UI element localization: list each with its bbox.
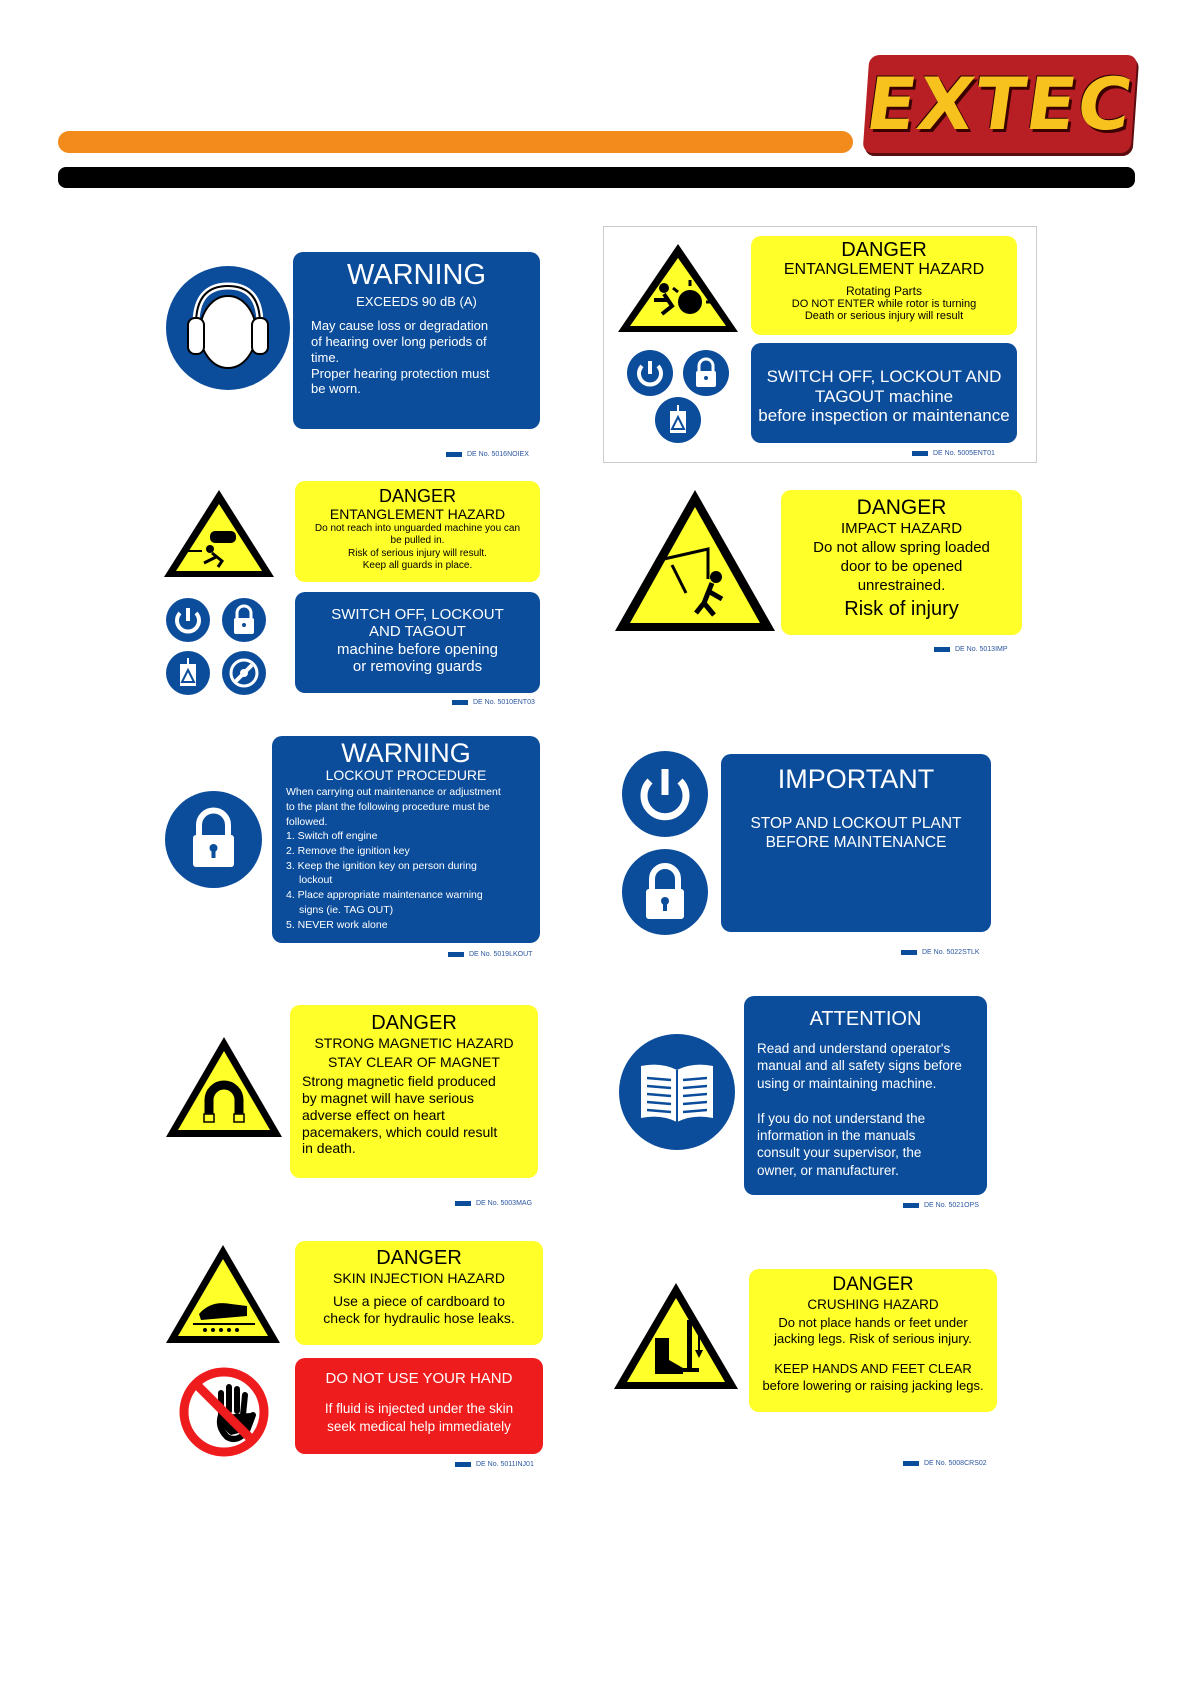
doc-number: DE No. 5010ENT03: [452, 699, 535, 706]
doc-number: DE No. 5003MAG: [455, 1200, 532, 1207]
sign-title: DANGER: [841, 239, 927, 261]
doc-number: DE No. 5016NOIEX: [446, 451, 529, 458]
no-hand-icon: [176, 1364, 272, 1460]
sign-subtitle: LOCKOUT PROCEDURE: [325, 767, 487, 784]
doc-number: DE No. 5021OPS: [903, 1202, 979, 1209]
danger-panel: DANGER ENTANGLEMENT HAZARD Rotating Parts DO NOT ENTER while rotor is turning Death or serious injury will result: [751, 236, 1017, 335]
sign-title: WARNING: [346, 259, 487, 291]
crushing-warning-icon: [611, 1280, 741, 1392]
padlock-icon: [683, 350, 729, 396]
padlock-icon: [622, 849, 708, 935]
doc-number: DE No. 5008CRS02: [903, 1460, 987, 1467]
doc-number: DE No. 5019LKOUT: [448, 951, 532, 958]
sign-title: DANGER: [856, 496, 947, 519]
danger-panel: DANGER STRONG MAGNETIC HAZARD STAY CLEAR OF MAGNET Strong magnetic field produced by magnet will have serious adverse effect on heart pacemakers, which could result in death.: [290, 1005, 538, 1178]
sign-body: Read and understand operator's manual and all safety signs before using or maintaining machine.: [757, 1041, 962, 1091]
sign-subtitle: ENTANGLEMENT HAZARD: [783, 261, 985, 278]
doc-number: DE No. 5022STLK: [901, 949, 980, 956]
doc-number: DE No. 5011INJ01: [455, 1461, 534, 1468]
action-panel: SWITCH OFF, LOCKOUT AND TAGOUT machine before opening or removing guards: [295, 592, 540, 693]
action-panel: SWITCH OFF, LOCKOUT AND TAGOUT machine before inspection or maintenance: [751, 343, 1017, 443]
procedure-text: When carrying out maintenance or adjustment to the plant the following procedure must be followed. 1. Switch off engine 2. Remove the ignition key 3. Keep the ignition key on person during lockout 4. Place appropriate maintenance warning signs (ie. TAG OUT) 5. NEVER work alone: [286, 786, 501, 931]
danger-panel: DANGER SKIN INJECTION HAZARD Use a piece of cardboard to check for hydraulic hose leaks.: [295, 1241, 543, 1345]
hearing-panel: [293, 252, 540, 429]
sign-body-2: If you do not understand the information in the manuals consult your supervisor, the owner, or manufacturer.: [757, 1110, 926, 1178]
rotating-parts-warning-icon: [614, 240, 742, 336]
power-off-icon: [166, 598, 210, 642]
sign-title: DANGER: [378, 486, 456, 506]
manual-book-icon: [619, 1034, 735, 1150]
guard-icon: [222, 651, 266, 695]
sign-title: IMPORTANT: [777, 764, 935, 794]
sign-subtitle: EXCEEDS 90 dB (A): [356, 294, 477, 310]
sign-title: DANGER: [376, 1247, 462, 1269]
sign-subtitle: CRUSHING HAZARD: [807, 1296, 939, 1312]
padlock-icon: [165, 791, 262, 888]
sign-body: May cause loss or degradation of hearing over long periods of time. Proper hearing protection must be worn.: [311, 318, 490, 397]
ear-protection-icon: [166, 266, 290, 390]
lockout-panel: [272, 736, 540, 943]
tag-icon: [655, 397, 701, 443]
doc-number: DE No. 5013IMP: [934, 646, 1008, 653]
danger-panel: DANGER IMPACT HAZARD Do not allow spring loaded door to be opened unrestrained. Risk of injury: [781, 490, 1022, 635]
sign-title: ATTENTION: [809, 1008, 922, 1030]
danger-panel: DANGER ENTANGLEMENT HAZARD Do not reach into unguarded machine you can be pulled in. Risk of serious injury will result. Keep all guards in place.: [295, 481, 540, 582]
extec-logo: [863, 55, 1138, 153]
sign-title: DANGER: [832, 1274, 914, 1295]
entanglement-warning-icon: [160, 487, 278, 581]
header-orange-bar: [58, 131, 853, 153]
impact-warning-icon: [612, 487, 778, 635]
magnet-warning-icon: [163, 1034, 285, 1140]
power-off-icon: [622, 751, 708, 837]
sign-body: Strong magnetic field produced by magnet will have serious adverse effect on heart pacemakers, which could result in death.: [302, 1073, 498, 1157]
sign-subtitle: STRONG MAGNETIC HAZARD: [314, 1035, 514, 1051]
sign-title: DANGER: [371, 1012, 457, 1034]
attention-panel: [744, 996, 987, 1195]
doc-number: DE No. 5005ENT01: [912, 450, 995, 457]
padlock-icon: [222, 598, 266, 642]
sign-subtitle: IMPACT HAZARD: [840, 520, 963, 538]
tag-icon: [166, 651, 210, 695]
sign-subtitle: ENTANGLEMENT HAZARD: [329, 505, 506, 522]
logo-text: EXTEC: [861, 62, 1139, 146]
header-black-bar: [58, 167, 1135, 188]
injection-warning-icon: [163, 1242, 283, 1346]
danger-panel: DANGER CRUSHING HAZARD Do not place hands or feet under jacking legs. Risk of serious injury. KEEP HANDS AND FEET CLEAR before lowering or raising jacking legs.: [749, 1269, 997, 1412]
power-off-icon: [627, 350, 673, 396]
sign-title: WARNING: [341, 738, 471, 768]
important-panel: IMPORTANT STOP AND LOCKOUT PLANT BEFORE MAINTENANCE: [721, 754, 991, 932]
sign-subtitle: SKIN INJECTION HAZARD: [333, 1270, 505, 1286]
do-not-use-hand-panel: DO NOT USE YOUR HAND If fluid is injected under the skin seek medical help immediately: [295, 1358, 543, 1454]
